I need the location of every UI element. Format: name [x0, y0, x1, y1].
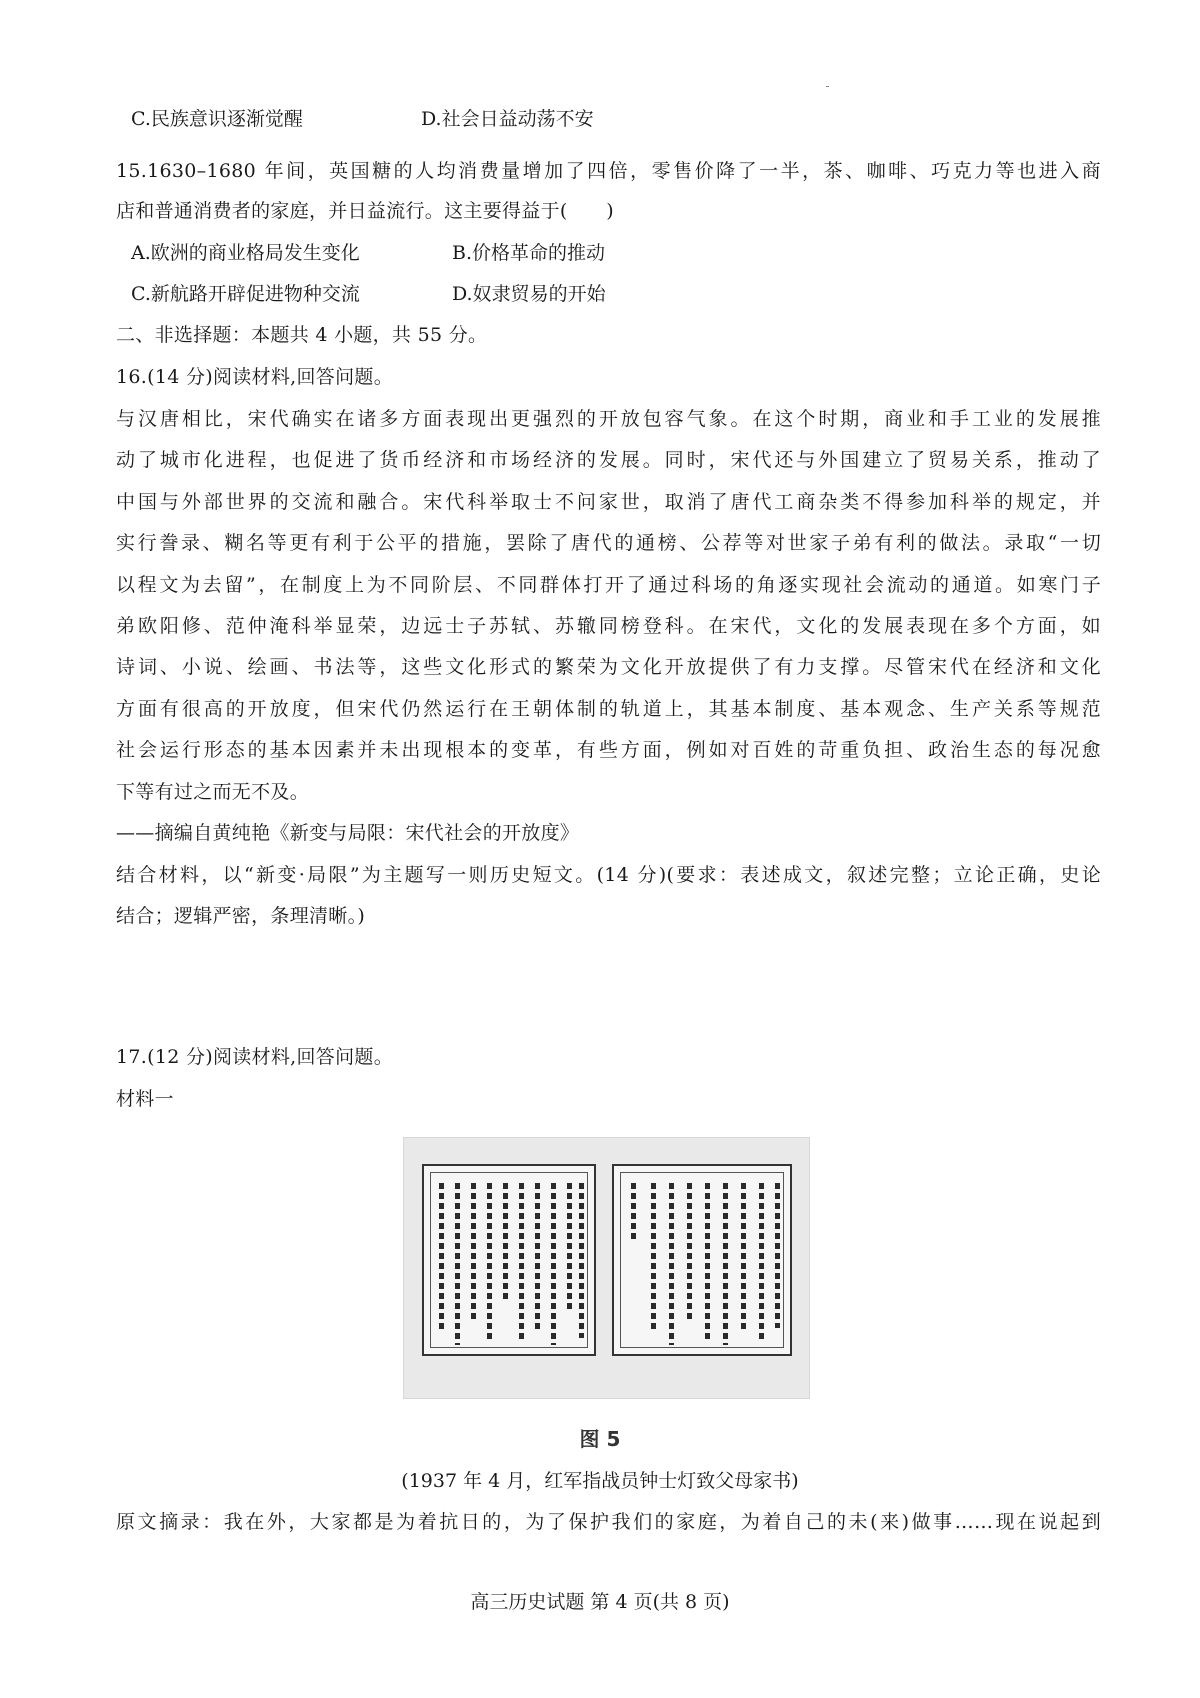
q17-header: 17.(12 分)阅读材料,回答问题。 [116, 1046, 393, 1068]
q15-stem-line-1: 15.1630–1680 年间，英国糖的人均消费量增加了四倍，零售价降了一半，茶、咖啡、巧克力等也进入商 [116, 160, 1101, 182]
q16-material-line: 弟欧阳修、范仲淹科举显荣，边远士子苏轼、苏辙同榜登科。在宋代，文化的发展表现在多个方面，如 [116, 615, 1101, 637]
letter-left-page [422, 1164, 596, 1356]
q16-header: 16.(14 分)阅读材料,回答问题。 [116, 366, 393, 388]
page-footer: 高三历史试题 第 4 页(共 8 页) [470, 1591, 730, 1613]
q16-task-line-2: 结合；逻辑严密，条理清晰。) [116, 905, 366, 927]
q16-source: ——摘编自黄纯艳《新变与局限：宋代社会的开放度》 [116, 822, 580, 844]
q14-option-c: C.民族意识逐渐觉醒 [131, 108, 303, 130]
section-2-title: 二、非选择题：本题共 4 小题，共 55 分。 [116, 324, 488, 346]
letter-photo [403, 1137, 810, 1399]
q15-option-b: B.价格革命的推动 [452, 242, 606, 264]
figure-caption: (1937 年 4 月，红军指战员钟士灯致父母家书) [401, 1470, 799, 1492]
q15-option-a: A.欧洲的商业格局发生变化 [131, 242, 360, 264]
q15-option-c: C.新航路开辟促进物种交流 [131, 283, 360, 305]
q16-material-line: 诗词、小说、绘画、书法等，这些文化形式的繁荣为文化开放提供了有力支撑。尽管宋代在经济和文化 [116, 656, 1101, 678]
q17-excerpt-line: 原文摘录：我在外，大家都是为着抗日的，为了保护我们的家庭，为着自己的未(来)做事……现在说起到 [116, 1511, 1101, 1533]
q16-material-line: 实行誊录、糊名等更有利于公平的措施，罢除了唐代的通榜、公荐等对世家子弟有利的做法。录取“一切 [116, 532, 1101, 554]
q16-material-line: 下等有过之而无不及。 [116, 781, 310, 803]
q16-material-line: 以程文为去留”，在制度上为不同阶层、不同群体打开了通过科场的角逐实现社会流动的通道。如寒门子 [116, 574, 1101, 596]
q16-material-line: 方面有很高的开放度，但宋代仍然运行在王朝体制的轨道上，其基本制度、基本观念、生产关系等规范 [116, 698, 1101, 720]
q16-material-line: 与汉唐相比，宋代确实在诸多方面表现出更强烈的开放包容气象。在这个时期，商业和手工业的发展推 [116, 408, 1101, 430]
q15-stem-line-2: 店和普通消费者的家庭，并日益流行。这主要得益于( ) [116, 200, 614, 222]
q16-material-line: 动了城市化进程，也促进了货币经济和市场经济的发展。同时，宋代还与外国建立了贸易关系，推动了 [116, 449, 1101, 471]
q16-material-line: 中国与外部世界的交流和融合。宋代科举取士不问家世，取消了唐代工商杂类不得参加科举的规定，并 [116, 491, 1101, 513]
q15-option-d: D.奴隶贸易的开始 [452, 283, 606, 305]
q16-material-line: 社会运行形态的基本因素并未出现根本的变革，有些方面，例如对百姓的苛重负担、政治生态的每况愈 [116, 739, 1101, 761]
figure-label: 图 5 [579, 1427, 621, 1451]
q17-material-label: 材料一 [116, 1088, 174, 1110]
q16-task-line-1: 结合材料，以“新变·局限”为主题写一则历史短文。(14 分)(要求：表述成文，叙述完整；立论正确，史论 [116, 864, 1101, 886]
letter-right-page [612, 1164, 792, 1356]
q14-option-d: D.社会日益动荡不安 [421, 108, 594, 130]
scan-speck [826, 86, 829, 87]
